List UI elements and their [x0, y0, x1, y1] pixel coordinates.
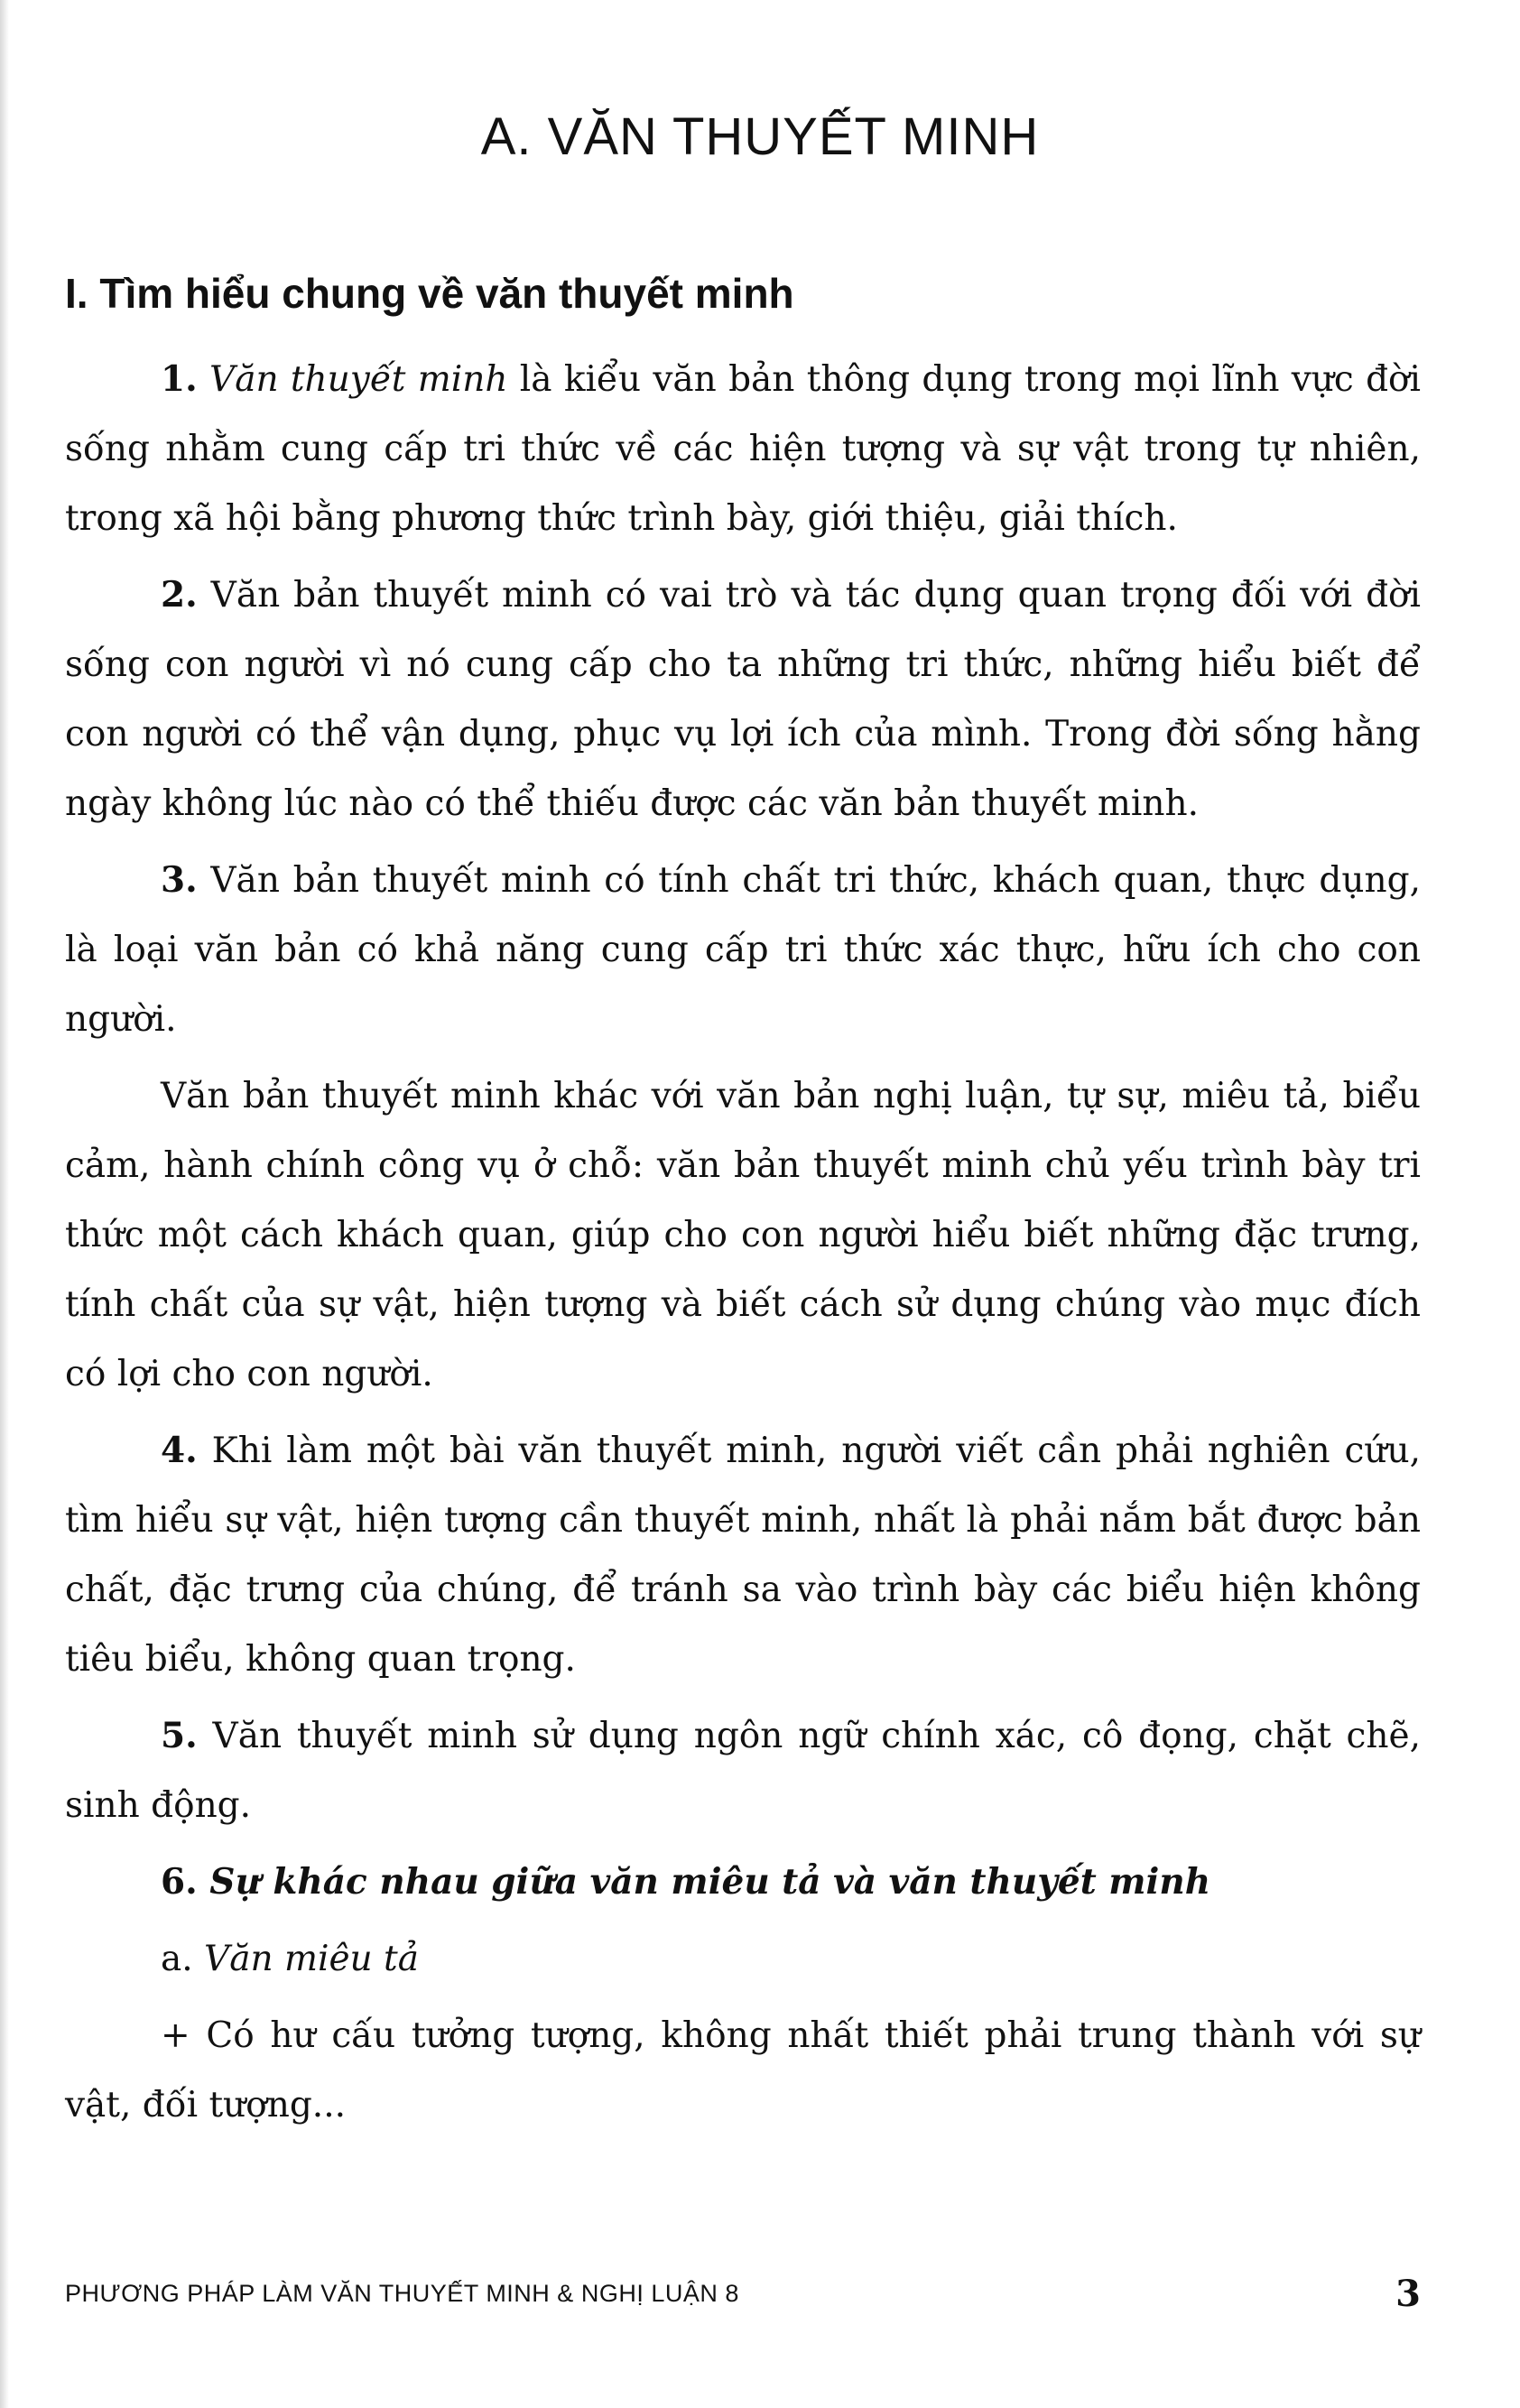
- paragraph-number: 1.: [161, 358, 198, 400]
- paragraph-number: 6.: [161, 1861, 198, 1903]
- paragraph-text: Khi làm một bài văn thuyết minh, người viết cần phải nghiên cứu, tìm hiểu sự vật, hiện tượng cần thuyết minh, nhất là phải nắm bắt được bản chất, đặc trưng của chúng, để tránh sa vào trình bày các biểu hiện không tiêu biểu, không quan trọng.: [65, 1431, 1421, 1680]
- subsection-title: Sự khác nhau giữa văn miêu tả và văn thuyết minh: [197, 1861, 1211, 1903]
- paragraph-text: là kiểu văn bản thông dụng trong mọi lĩnh vực đời sống nhằm cung cấp tri thức về các hiện tượng và sự vật trong tự nhiên, trong xã hội bằng phương thức trình bày, giới thiệu, giải thích.: [65, 359, 1421, 539]
- page-binding-edge: [0, 0, 9, 2408]
- book-title-footer: PHƯƠNG PHÁP LÀM VĂN THUYẾT MINH & NGHỊ LUẬN 8: [65, 2280, 739, 2307]
- paragraph-text: Văn bản thuyết minh có tính chất tri thức, khách quan, thực dụng, là loại văn bản có khả năng cung cấp tri thức xác thực, hữu ích cho con người.: [65, 860, 1421, 1040]
- paragraph-text: Văn bản thuyết minh có vai trò và tác dụng quan trọng đối với đời sống con người vì nó cung cấp cho ta những tri thức, những hiểu biết để con người có thể vận dụng, phục vụ lợi ích của mình. Trong đời sống hằng ngày không lúc nào có thể thiếu được các văn bản thuyết minh.: [65, 575, 1421, 824]
- paragraph-5: [65, 1701, 1421, 1840]
- subsection-a: [65, 1924, 1421, 1994]
- paragraph-2: [65, 560, 1421, 838]
- paragraph-number: 2.: [161, 574, 198, 616]
- paragraph-6-heading: [65, 1848, 1421, 1917]
- paragraph-1: [65, 345, 1421, 553]
- defined-term: Văn thuyết minh: [209, 359, 508, 400]
- paragraph-text: Văn thuyết minh sử dụng ngôn ngữ chính xác, cô đọng, chặt chẽ, sinh động.: [65, 1716, 1421, 1826]
- page-number: 3: [1395, 2273, 1421, 2315]
- subsection-a-title: Văn miêu tả: [192, 1939, 419, 1979]
- paragraph-3-continued: Văn bản thuyết minh khác với văn bản nghị luận, tự sự, miêu tả, biểu cảm, hành chính công vụ ở chỗ: văn bản thuyết minh chủ yếu trình bày tri thức một cách khách quan, giúp cho con người hiểu biết những đặc trưng, tính chất của sự vật, hiện tượng và biết cách sử dụng chúng vào mục đích có lợi cho con người.: [65, 1076, 1421, 1394]
- subsection-label: a.: [161, 1939, 193, 1979]
- paragraph-number: 4.: [161, 1430, 198, 1471]
- paragraph-3: [65, 846, 1421, 1054]
- paragraph-4: [65, 1416, 1421, 1694]
- bullet-item: + Có hư cấu tưởng tượng, không nhất thiết phải trung thành với sự vật, đối tượng...: [65, 2015, 1421, 2126]
- body-text: [65, 345, 1421, 2147]
- paragraph-number: 3.: [161, 859, 198, 901]
- section-heading: I. Tìm hiểu chung về văn thuyết minh: [65, 270, 794, 317]
- paragraph-number: 5.: [161, 1715, 198, 1756]
- page-title: A. VĂN THUYẾT MINH: [480, 107, 1040, 166]
